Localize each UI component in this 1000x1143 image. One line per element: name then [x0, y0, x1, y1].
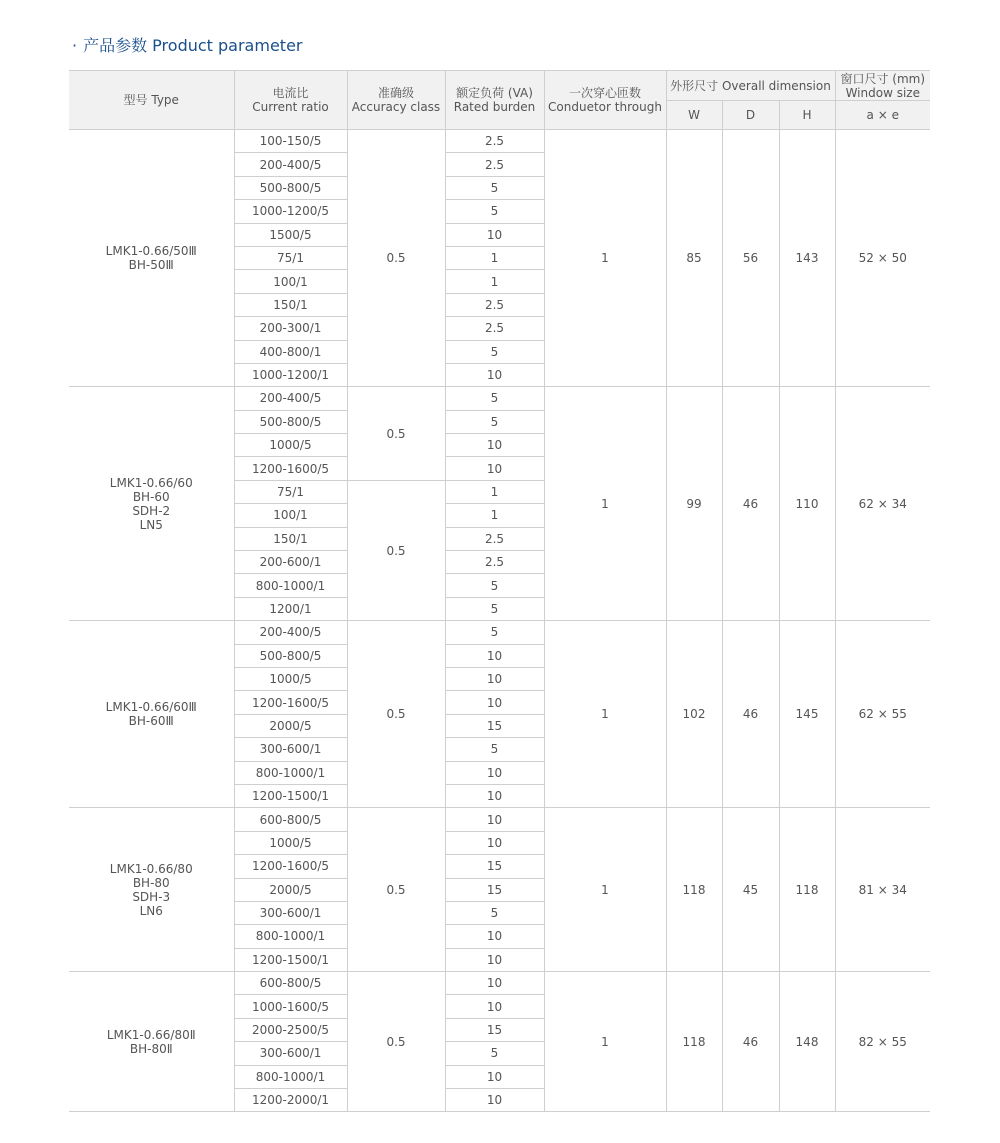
current-ratio-cell: 800-1000/1 [234, 925, 347, 948]
accuracy-class-cell: 0.5 [347, 972, 445, 1112]
window-size-cell: 62 × 55 [835, 621, 930, 808]
dimension-d-cell: 56 [722, 130, 779, 387]
rated-burden-cell: 5 [445, 176, 544, 199]
current-ratio-cell: 2000/5 [234, 714, 347, 737]
current-ratio-cell: 100/1 [234, 504, 347, 527]
rated-burden-cell: 5 [445, 738, 544, 761]
conductor-through-cell: 1 [544, 621, 666, 808]
rated-burden-cell: 5 [445, 597, 544, 620]
header-axe: a × e [835, 101, 930, 130]
current-ratio-cell: 200-600/1 [234, 551, 347, 574]
dimension-w-cell: 85 [666, 130, 722, 387]
dimension-d-cell: 46 [722, 972, 779, 1112]
rated-burden-cell: 10 [445, 784, 544, 807]
current-ratio-cell: 2000/5 [234, 878, 347, 901]
dimension-h-cell: 118 [779, 808, 835, 972]
rated-burden-cell: 15 [445, 878, 544, 901]
current-ratio-cell: 600-800/5 [234, 808, 347, 831]
rated-burden-cell: 1 [445, 246, 544, 269]
title-text: 产品参数 Product parameter [83, 36, 303, 55]
table-row [69, 621, 930, 644]
current-ratio-cell: 200-400/5 [234, 387, 347, 410]
rated-burden-cell: 10 [445, 808, 544, 831]
current-ratio-cell: 200-400/5 [234, 621, 347, 644]
current-ratio-cell: 500-800/5 [234, 644, 347, 667]
dimension-w-cell: 99 [666, 387, 722, 621]
header-accuracy-class: 准确级 Accuracy class [347, 71, 445, 130]
rated-burden-cell: 5 [445, 901, 544, 924]
current-ratio-cell: 300-600/1 [234, 1042, 347, 1065]
table-row [69, 387, 930, 410]
rated-burden-cell: 2.5 [445, 153, 544, 176]
current-ratio-cell: 1000-1200/1 [234, 363, 347, 386]
current-ratio-cell: 1200-1500/1 [234, 948, 347, 971]
model-type-cell: LMK1-0.66/60Ⅲ BH-60Ⅲ [69, 621, 234, 808]
current-ratio-cell: 1200-2000/1 [234, 1089, 347, 1112]
rated-burden-cell: 5 [445, 574, 544, 597]
rated-burden-cell: 5 [445, 340, 544, 363]
current-ratio-cell: 1500/5 [234, 223, 347, 246]
title-bullet: · [72, 36, 78, 55]
rated-burden-cell: 10 [445, 363, 544, 386]
product-parameter-table [69, 70, 930, 1112]
rated-burden-cell: 5 [445, 621, 544, 644]
rated-burden-cell: 10 [445, 667, 544, 690]
header-w: W [666, 101, 722, 130]
rated-burden-cell: 10 [445, 1089, 544, 1112]
dimension-w-cell: 118 [666, 972, 722, 1112]
dimension-d-cell: 46 [722, 387, 779, 621]
conductor-through-cell: 1 [544, 387, 666, 621]
rated-burden-cell: 2.5 [445, 317, 544, 340]
accuracy-class-cell: 0.5 [347, 808, 445, 972]
rated-burden-cell: 10 [445, 761, 544, 784]
header-h: H [779, 101, 835, 130]
rated-burden-cell: 15 [445, 1018, 544, 1041]
table-row [69, 808, 930, 831]
section-title [72, 33, 303, 56]
header-window-size: 窗口尺寸 (mm) Window size [835, 71, 930, 101]
current-ratio-cell: 150/1 [234, 293, 347, 316]
conductor-through-cell: 1 [544, 972, 666, 1112]
rated-burden-cell: 10 [445, 691, 544, 714]
current-ratio-cell: 75/1 [234, 246, 347, 269]
current-ratio-cell: 1000/5 [234, 667, 347, 690]
header-overall-dimension: 外形尺寸 Overall dimension [666, 71, 835, 101]
current-ratio-cell: 1000/5 [234, 434, 347, 457]
model-type-cell: LMK1-0.66/80 BH-80 SDH-3 LN6 [69, 808, 234, 972]
dimension-d-cell: 45 [722, 808, 779, 972]
current-ratio-cell: 1000-1200/5 [234, 200, 347, 223]
rated-burden-cell: 5 [445, 1042, 544, 1065]
current-ratio-cell: 300-600/1 [234, 738, 347, 761]
current-ratio-cell: 1200/1 [234, 597, 347, 620]
window-size-cell: 81 × 34 [835, 808, 930, 972]
rated-burden-cell: 2.5 [445, 551, 544, 574]
accuracy-class-cell: 0.5 [347, 387, 445, 481]
current-ratio-cell: 1200-1600/5 [234, 457, 347, 480]
current-ratio-cell: 1200-1500/1 [234, 784, 347, 807]
model-type-cell: LMK1-0.66/50Ⅲ BH-50Ⅲ [69, 130, 234, 387]
rated-burden-cell: 15 [445, 714, 544, 737]
rated-burden-cell: 10 [445, 457, 544, 480]
current-ratio-cell: 1000-1600/5 [234, 995, 347, 1018]
accuracy-class-cell: 0.5 [347, 130, 445, 387]
rated-burden-cell: 10 [445, 831, 544, 854]
window-size-cell: 82 × 55 [835, 972, 930, 1112]
dimension-w-cell: 118 [666, 808, 722, 972]
rated-burden-cell: 5 [445, 387, 544, 410]
header-rated-burden: 额定负荷 (VA) Rated burden [445, 71, 544, 130]
current-ratio-cell: 800-1000/1 [234, 761, 347, 784]
table-header [69, 71, 930, 130]
header-current-ratio: 电流比 Current ratio [234, 71, 347, 130]
dimension-h-cell: 110 [779, 387, 835, 621]
dimension-h-cell: 145 [779, 621, 835, 808]
dimension-h-cell: 143 [779, 130, 835, 387]
table-row [69, 972, 930, 995]
model-type-cell: LMK1-0.66/80Ⅱ BH-80Ⅱ [69, 972, 234, 1112]
dimension-h-cell: 148 [779, 972, 835, 1112]
current-ratio-cell: 500-800/5 [234, 176, 347, 199]
current-ratio-cell: 500-800/5 [234, 410, 347, 433]
rated-burden-cell: 2.5 [445, 527, 544, 550]
table-row [69, 130, 930, 153]
rated-burden-cell: 10 [445, 434, 544, 457]
window-size-cell: 62 × 34 [835, 387, 930, 621]
header-d: D [722, 101, 779, 130]
current-ratio-cell: 800-1000/1 [234, 574, 347, 597]
current-ratio-cell: 150/1 [234, 527, 347, 550]
rated-burden-cell: 10 [445, 223, 544, 246]
rated-burden-cell: 10 [445, 948, 544, 971]
current-ratio-cell: 2000-2500/5 [234, 1018, 347, 1041]
current-ratio-cell: 100-150/5 [234, 130, 347, 153]
conductor-through-cell: 1 [544, 130, 666, 387]
rated-burden-cell: 5 [445, 200, 544, 223]
rated-burden-cell: 1 [445, 480, 544, 503]
accuracy-class-cell: 0.5 [347, 621, 445, 808]
header-conductor-through: 一次穿心匝数 Conduetor through [544, 71, 666, 130]
accuracy-class-cell: 0.5 [347, 480, 445, 620]
conductor-through-cell: 1 [544, 808, 666, 972]
rated-burden-cell: 1 [445, 504, 544, 527]
current-ratio-cell: 800-1000/1 [234, 1065, 347, 1088]
current-ratio-cell: 1000/5 [234, 831, 347, 854]
current-ratio-cell: 1200-1600/5 [234, 691, 347, 714]
rated-burden-cell: 15 [445, 855, 544, 878]
rated-burden-cell: 2.5 [445, 130, 544, 153]
rated-burden-cell: 1 [445, 270, 544, 293]
window-size-cell: 52 × 50 [835, 130, 930, 387]
current-ratio-cell: 100/1 [234, 270, 347, 293]
rated-burden-cell: 5 [445, 410, 544, 433]
current-ratio-cell: 200-400/5 [234, 153, 347, 176]
current-ratio-cell: 300-600/1 [234, 901, 347, 924]
model-type-cell: LMK1-0.66/60 BH-60 SDH-2 LN5 [69, 387, 234, 621]
rated-burden-cell: 10 [445, 1065, 544, 1088]
rated-burden-cell: 10 [445, 995, 544, 1018]
current-ratio-cell: 1200-1600/5 [234, 855, 347, 878]
dimension-d-cell: 46 [722, 621, 779, 808]
current-ratio-cell: 200-300/1 [234, 317, 347, 340]
rated-burden-cell: 2.5 [445, 293, 544, 316]
rated-burden-cell: 10 [445, 925, 544, 948]
header-type: 型号 Type [69, 71, 234, 130]
table-body [69, 130, 930, 1112]
current-ratio-cell: 600-800/5 [234, 972, 347, 995]
dimension-w-cell: 102 [666, 621, 722, 808]
current-ratio-cell: 400-800/1 [234, 340, 347, 363]
rated-burden-cell: 10 [445, 972, 544, 995]
rated-burden-cell: 10 [445, 644, 544, 667]
current-ratio-cell: 75/1 [234, 480, 347, 503]
